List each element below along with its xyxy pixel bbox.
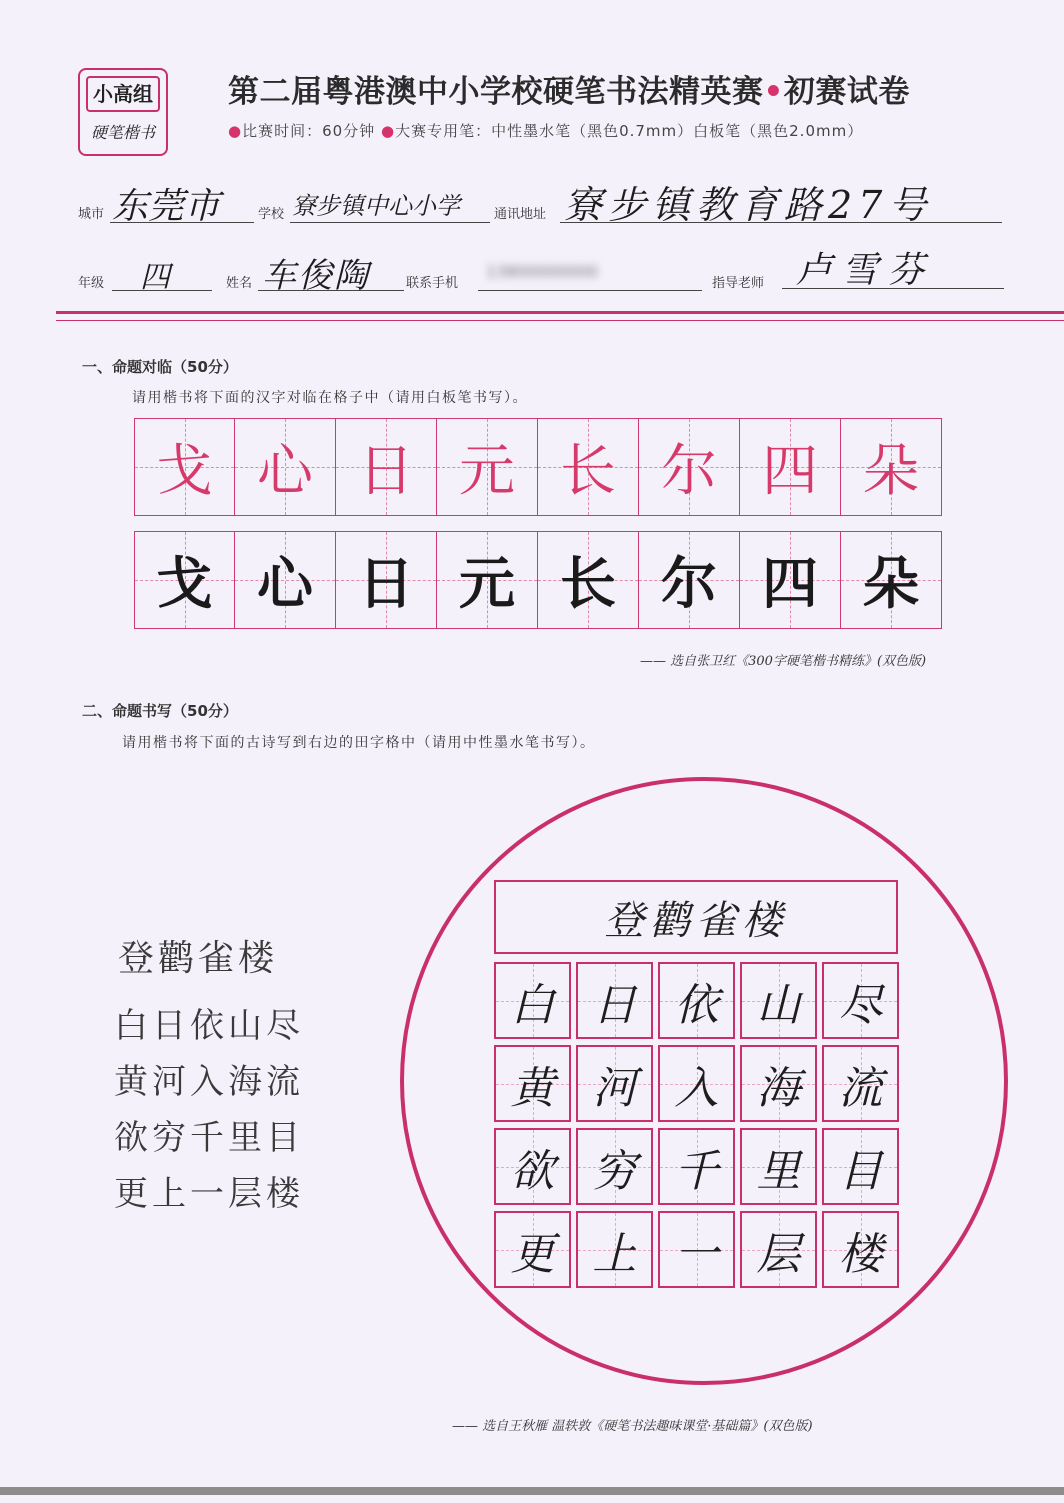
poem-grid-cell[interactable]	[658, 1128, 735, 1205]
poem-grid-cell[interactable]	[822, 1211, 899, 1288]
poem-written-char: 层	[756, 1228, 801, 1280]
poem-grid-cell[interactable]	[740, 1045, 817, 1122]
model-cell	[134, 418, 235, 516]
poem-written-char: 千	[674, 1145, 719, 1197]
model-cell	[336, 418, 437, 516]
model-char: 长	[560, 439, 616, 504]
section2-instruction: 请用楷书将下面的古诗写到右边的田字格中（请用中性墨水笔书写）。	[122, 735, 596, 751]
written-char: 四	[762, 552, 818, 617]
poem-grid-cell[interactable]	[740, 1128, 817, 1205]
written-cell[interactable]	[841, 531, 942, 629]
exam-info	[228, 120, 863, 141]
exam-pens: 大赛专用笔：中性墨水笔（黑色0.7mm）白板笔（黑色2.0mm）	[395, 122, 864, 140]
model-char: 戈	[156, 439, 213, 504]
poem-grid-cell[interactable]	[740, 1211, 817, 1288]
section1-instruction: 请用楷书将下面的汉字对临在格子中（请用白板笔书写）。	[132, 390, 528, 406]
written-cell[interactable]	[437, 531, 538, 629]
group-badge	[78, 68, 168, 156]
poem-written-char: 上	[592, 1228, 637, 1280]
phone-value-blurred: 13800000000	[486, 262, 598, 281]
bullet-icon: ●	[380, 122, 396, 140]
poem-title: 登鹳雀楼	[118, 938, 279, 979]
written-cell[interactable]	[134, 531, 235, 629]
address-value[interactable]: 寮步镇教育路27号	[564, 183, 933, 227]
title-suffix: 初赛试卷	[783, 74, 910, 110]
model-cell	[639, 418, 740, 516]
written-char: 戈	[156, 552, 213, 617]
written-char: 日	[358, 552, 414, 617]
poem-line-4: 更上一层楼	[114, 1174, 304, 1214]
address-underline	[560, 222, 1002, 223]
poem-written-char: 山	[756, 979, 801, 1031]
teacher-label: 指导老师	[712, 276, 765, 291]
poem-written-char: 白	[510, 979, 555, 1031]
written-char-grid	[134, 531, 942, 629]
poem-written-char: 入	[674, 1062, 719, 1114]
grade-value[interactable]: 四	[140, 260, 170, 295]
poem-written-char: 穷	[592, 1145, 637, 1197]
poem-grid-cell[interactable]	[658, 962, 735, 1039]
written-cell[interactable]	[538, 531, 639, 629]
poem-written-char: 一	[674, 1228, 719, 1280]
poem-grid-cell[interactable]	[822, 962, 899, 1039]
name-value[interactable]: 车俊陶	[262, 256, 370, 296]
poem-written-char: 流	[838, 1062, 883, 1114]
poem-grid-cell[interactable]	[494, 1045, 571, 1122]
poem-grid-cell[interactable]	[658, 1211, 735, 1288]
model-char: 元	[459, 439, 515, 504]
city-label: 城市	[78, 207, 105, 222]
model-char-grid	[134, 418, 942, 516]
model-cell	[740, 418, 841, 516]
written-char: 尔	[661, 552, 717, 617]
badge-category-label: 硬笔楷书	[90, 123, 155, 142]
written-title-box[interactable]: 登鹳雀楼	[494, 880, 898, 954]
poem-grid-cell[interactable]	[576, 1128, 653, 1205]
grade-underline	[112, 290, 212, 291]
section2-source: —— 选自王秋雁 温轶敦《硬笔书法趣味课堂·基础篇》(双色版)	[452, 1419, 813, 1434]
header-divider-thin	[56, 320, 1064, 321]
poem-written-char: 海	[756, 1062, 801, 1114]
name-underline	[258, 290, 404, 291]
poem-written-char: 里	[756, 1145, 801, 1197]
bullet-icon: ●	[228, 122, 243, 140]
model-char: 尔	[661, 439, 717, 504]
poem-grid-cell[interactable]	[576, 1211, 653, 1288]
model-cell	[437, 418, 538, 516]
poem-grid-cell[interactable]	[494, 1211, 571, 1288]
written-cell[interactable]	[336, 531, 437, 629]
school-underline	[290, 222, 490, 223]
poem-written-char: 河	[592, 1062, 637, 1114]
title-dot: •	[763, 74, 784, 110]
poem-grid-cell[interactable]	[494, 1128, 571, 1205]
section1-title: 一、命题对临（50分）	[82, 358, 238, 376]
model-cell	[235, 418, 336, 516]
city-value[interactable]: 东莞市	[112, 186, 221, 227]
model-char: 心	[257, 439, 313, 504]
written-cell[interactable]	[235, 531, 336, 629]
poem-line-1: 白日依山尽	[114, 1006, 304, 1046]
poem-written-char: 更	[510, 1228, 555, 1280]
poem-grid-cell[interactable]	[576, 1045, 653, 1122]
written-char: 朵	[863, 552, 919, 617]
city-underline	[110, 222, 254, 223]
address-label: 通讯地址	[494, 207, 547, 222]
poem-written-char: 欲	[510, 1145, 555, 1197]
written-char: 元	[459, 552, 515, 617]
title-main: 第二届粤港澳中小学校硬笔书法精英赛	[228, 74, 764, 110]
model-cell	[841, 418, 942, 516]
model-char: 朵	[863, 439, 919, 504]
poem-written-char: 依	[674, 979, 719, 1031]
poem-written-char: 楼	[838, 1228, 883, 1280]
phone-label: 联系手机	[406, 276, 459, 291]
school-label: 学校	[258, 207, 285, 222]
poem-grid-cell[interactable]	[822, 1045, 899, 1122]
section2-title: 二、命题书写（50分）	[82, 702, 238, 720]
poem-grid-cell[interactable]	[576, 962, 653, 1039]
header-divider	[56, 311, 1064, 314]
poem-line-3: 欲穷千里目	[114, 1118, 304, 1158]
badge-group-label: 小高组	[86, 76, 160, 112]
school-value[interactable]: 寮步镇中心小学	[292, 192, 460, 220]
bottom-bar	[0, 1487, 1064, 1495]
poem-line-2: 黄河入海流	[114, 1062, 304, 1102]
model-char: 日	[358, 439, 414, 504]
poem-grid-cell[interactable]	[740, 962, 817, 1039]
exam-time: 比赛时间：60分钟	[242, 122, 376, 140]
poem-written-char: 尽	[838, 979, 883, 1031]
poem-writing-grid	[494, 962, 904, 1292]
teacher-value[interactable]: 卢雪芬	[796, 250, 935, 291]
written-char: 长	[560, 552, 616, 617]
poem-grid-cell[interactable]	[658, 1045, 735, 1122]
name-label: 姓名	[226, 276, 253, 291]
poem-grid-cell[interactable]	[494, 962, 571, 1039]
poem-written-char: 目	[838, 1145, 883, 1197]
grade-label: 年级	[78, 276, 105, 291]
model-cell	[538, 418, 639, 516]
poem-written-char: 日	[592, 979, 637, 1031]
written-cell[interactable]	[639, 531, 740, 629]
poem-grid-cell[interactable]	[822, 1128, 899, 1205]
written-char: 心	[257, 552, 313, 617]
teacher-underline	[782, 288, 1004, 289]
written-cell[interactable]	[740, 531, 841, 629]
page-title	[228, 66, 910, 111]
section1-source: —— 选自张卫红《300字硬笔楷书精练》(双色版)	[640, 654, 927, 669]
model-char: 四	[762, 439, 818, 504]
phone-underline	[478, 290, 702, 291]
poem-written-char: 黄	[510, 1062, 555, 1114]
